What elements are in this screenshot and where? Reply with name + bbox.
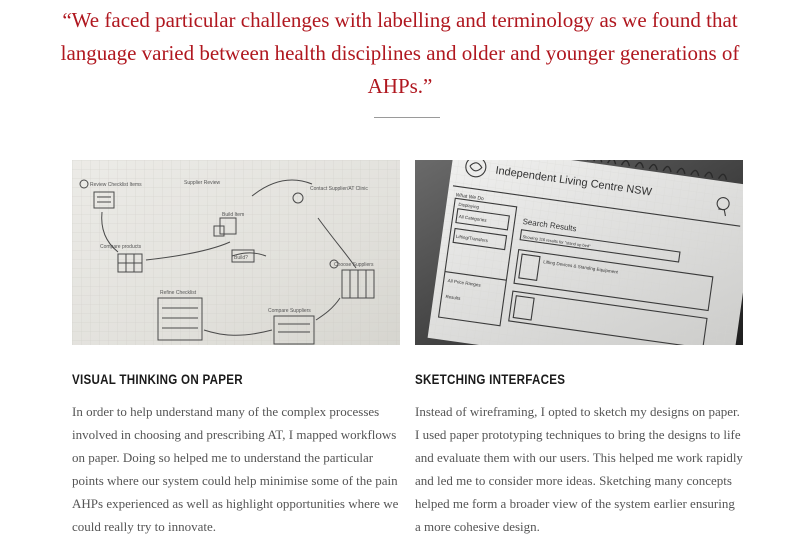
sketch-label: Lifting Devices & Standing Equipment [542,259,619,275]
card-heading: VISUAL THINKING ON PAPER [72,372,243,387]
card-sketching-interfaces [415,160,743,538]
sketch-label: Search Results [522,216,578,234]
card-heading: SKETCHING INTERFACES [415,372,566,387]
sketch-label: Review Checklist Items [90,182,142,188]
sketch-label: Compare products [100,244,142,250]
card-visual-thinking [72,160,400,538]
sketch-label: Refine Checklist [160,290,197,296]
interface-sketch-illustration [415,160,743,345]
sketch-label: What We Do [455,192,485,203]
sketch-label: Displaying [458,201,480,210]
workflow-sketch-photo [72,160,400,345]
card-body-text: Instead of wireframing, I opted to sketch my designs on paper. I used paper prototyping techniques to bring the designs to life and evaluate them with our users. This helped me work rapidly and led me to consider more ideas. Sketching many concepts helped me form a broader view of the system earlier ensuring a more cohesive design. [415,404,743,534]
card-body-text: In order to help understand many of the complex processes involved in choosing and prescribing AT, I mapped workflows on paper. Doing so helped me to understand the particular points where our system could help minimise some of the pain AHPs experienced as well as highlight opportunities where we could really try to innovate. [72,404,399,534]
sketch-label: Choose Suppliers [334,262,374,268]
sketch-label: Compare Suppliers [268,308,311,314]
sketch-label: Lifting/Transfers [455,233,489,244]
sketch-label: Showing 116 results for "stand up bed" [522,234,591,249]
sketch-label: All Price Ranges [447,278,482,288]
interface-sketch-photo [415,160,743,345]
sketch-label: Build Item [222,212,245,218]
pull-quote: “We faced particular challenges with labelling and terminology as we found that language varied between health disciplines and older and younger generations of AHPs.” [60,8,740,98]
sketch-label: Contact Supplier/AT Clinic [310,186,368,192]
sketch-label: All Categories [458,213,487,223]
sketch-label: Build? [234,255,248,261]
quote-divider [374,117,440,118]
sketch-label: Supplier Review [184,180,221,186]
sketch-label: Results [445,293,461,301]
sketch-label: Independent Living Centre NSW [494,164,653,199]
workflow-sketch-illustration [72,160,400,345]
